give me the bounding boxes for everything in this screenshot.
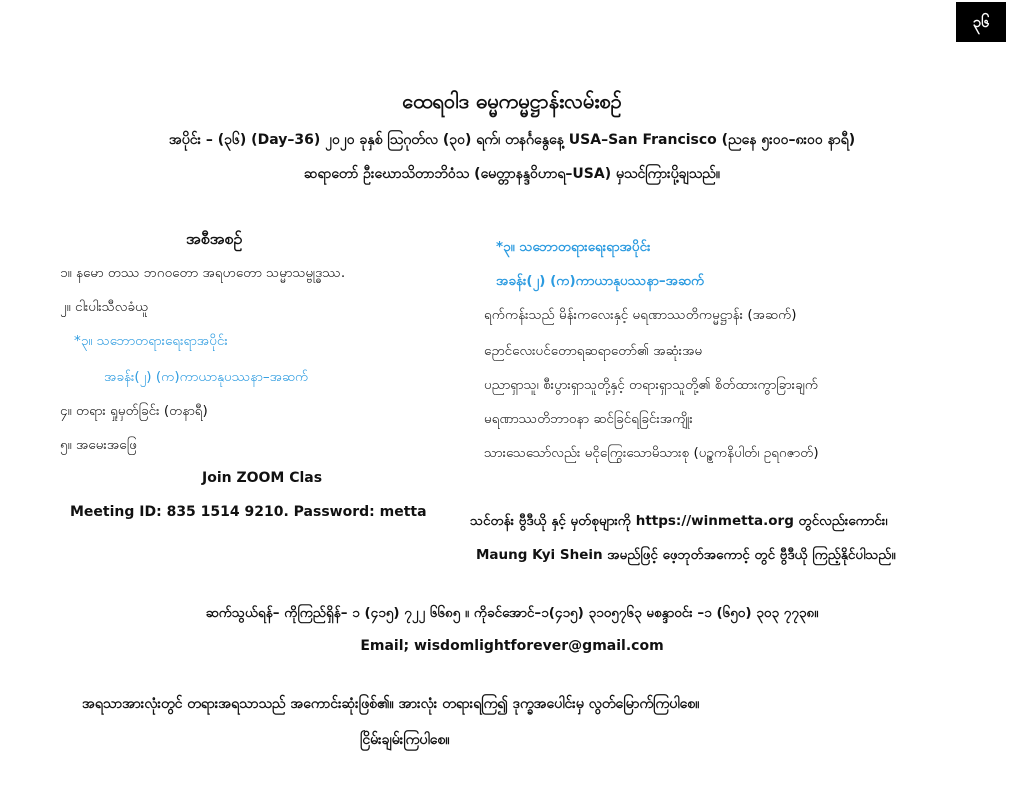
page-number-badge: ၃၆: [956, 2, 1006, 42]
subtitle-teacher-line: ဆရာတော် ဦးဃောသိတာဘိဝံသ (မေတ္တာနန္ဒဝိဟာရ–USA) မှသင်ကြားပို့ချသည်။: [303, 166, 721, 182]
topic-line: ရက်ကန်းသည် မိန်းကလေးနှင့် မရဏာဿတိကမ္မဋ္ဌာန်း (အဆက်): [484, 307, 797, 323]
topic-line: ဉောင်လေးပင်တောရဆရာတော်၏ အဆုံးအမ: [484, 343, 703, 359]
page-title: ထေရဝါဒ ဓမ္မကမ္မဋ္ဌာန်းလမ်းစဥ်: [402, 89, 622, 113]
section-heading: *၃။ သဘောတရားရေးရာအပိုင်း: [496, 239, 651, 255]
program-heading: အစီအစဥ်: [186, 229, 243, 248]
chapter-heading: အခန်း(၂) (က)ကာယာနုပဿနာ–အဆက်: [496, 273, 705, 289]
program-item-chapter: အခန်း(၂) (က)ကာယာနုပဿနာ–အဆက်: [104, 369, 309, 385]
topic-line: ပညာရှာသူ၊ စီးပွားရှာသူတို့နှင့် တရားရှာသူတို့၏ စိတ်ထားကွာခြားချက်: [484, 377, 819, 393]
program-item: ၂။ ငါးပါးသီလခံယူ: [60, 299, 149, 315]
facebook-info-line: Maung Kyi Shein အမည်ဖြင့် ဖေ့ဘုတ်အကောင့် တွင် ဗွီဒီယို ကြည့်နိုင်ပါသည်။: [476, 547, 896, 563]
closing-blessing: အရသာအားလုံးတွင် တရားအရသာသည် အကောင်းဆုံးဖြစ်၏။ အားလုံး တရားရကြ၍ ဒုက္ခအပေါင်းမှ လွတ်မြောက်ကြပါစေ။: [82, 696, 700, 712]
closing-peace: ငြိမ်းချမ်းကြပါစေ။: [360, 732, 450, 748]
topic-line: မရဏာဿတိဘာဝနာ ဆင်ခြင်ရခြင်းအကျိုး: [484, 411, 693, 427]
program-item: ၄။ တရား ရှုမှတ်ခြင်း (တနာရီ): [60, 403, 208, 419]
zoom-join-label: Join ZOOM Clas: [202, 470, 323, 486]
zoom-meeting-info: Meeting ID: 835 1514 9210. Password: metta: [70, 504, 427, 520]
program-item: ၅။ အမေးအဖြေ: [60, 437, 137, 453]
program-item-dhamma-section: *၃။ သဘောတရားရေးရာအပိုင်း: [74, 333, 228, 349]
video-info-line: သင်တန်း ဗွီဒီယို နှင့် မှတ်စုများကို https://winmetta.org တွင်လည်းကောင်း၊: [470, 513, 888, 529]
subtitle-date-line: အပိုင်း – (၃၆) (Day–36) ၂၀၂၀ ခုနှစ် ဩဂုတ်လ (၃၀) ရက်၊ တနင်္ဂနွေနေ့ USA–San Francisco (ညနေ ၅း၀၀–၈း၀၀ နာရီ): [168, 132, 856, 148]
contact-email: Email; wisdomlightforever@gmail.com: [360, 638, 664, 654]
program-item: ၁။ နမော တဿ ဘဂဝတော အရဟတော သမ္မာသမ္ဗုဒ္ဓဿ.: [60, 265, 346, 281]
topic-line: သားသေသော်လည်း မငိုကြွေးသောမိသားစု (ပဥ္စကနိပါတ်၊ ဥရဂဇာတ်): [484, 445, 819, 461]
contact-phones: ဆက်သွယ်ရန်– ကိုကြည်ရှိန်– ၁ (၄၁၅) ၇၂၂ ၆၆၈၅ ။ ကိုခင်အောင်–၁(၄၁၅) ၃၁၀၅၇၆၃ မစန္ဒာဝင်း –၁ (၆၅၀) ၃၀၃ ၇၇၃၈။: [205, 605, 819, 621]
